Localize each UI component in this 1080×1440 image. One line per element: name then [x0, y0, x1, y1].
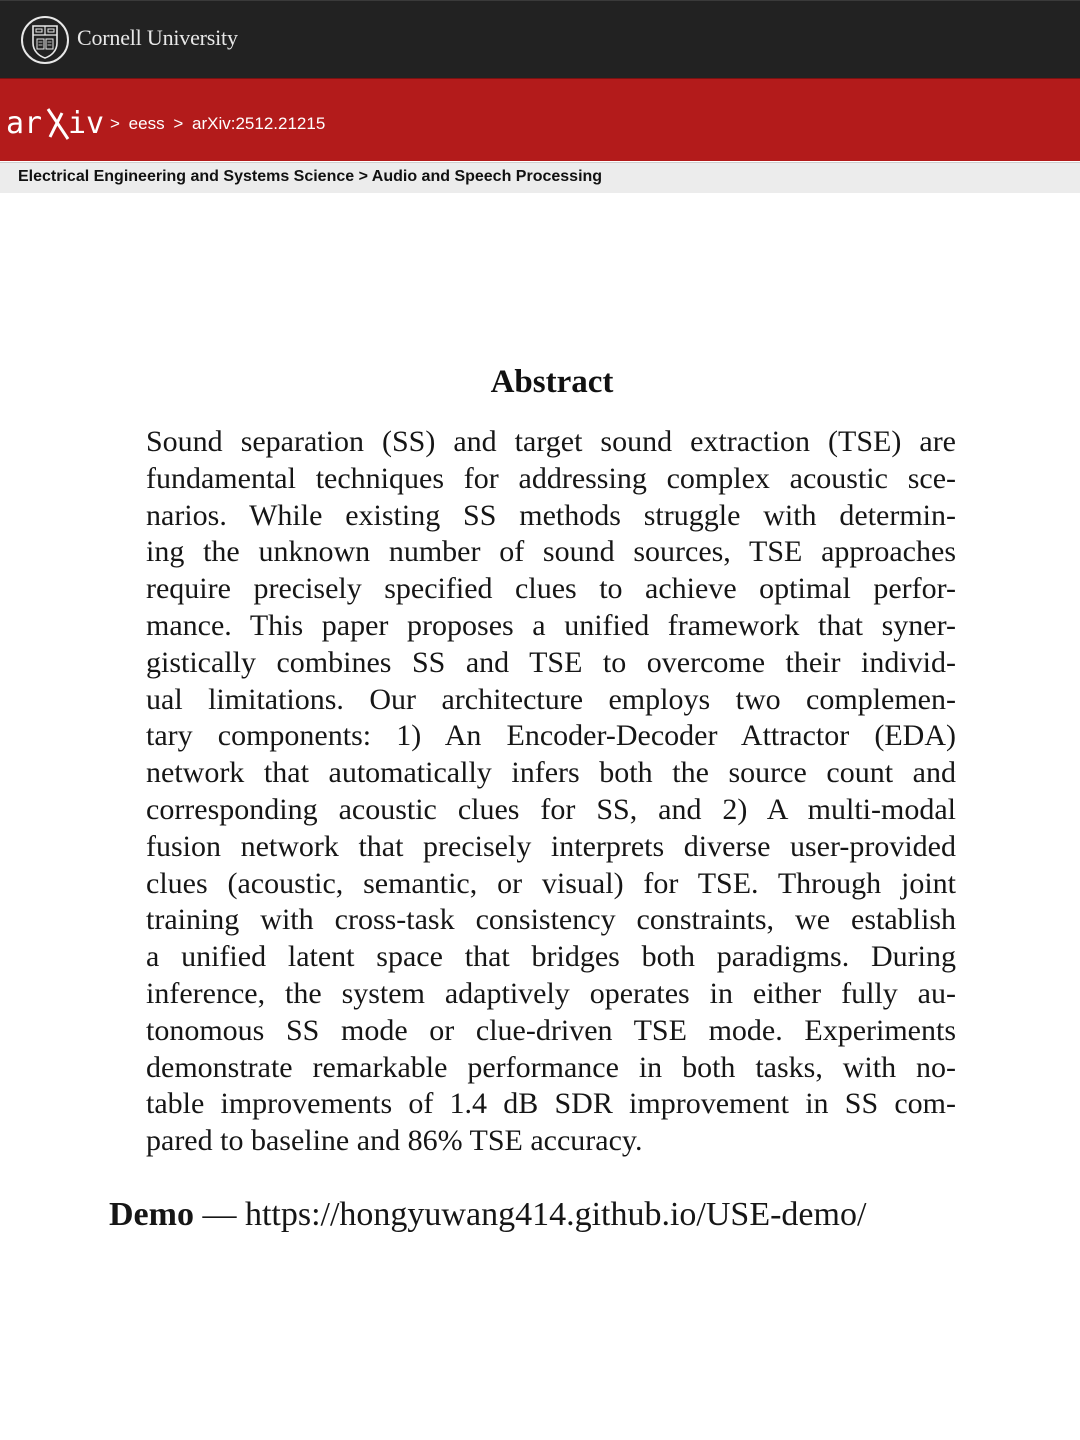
abstract-line: ual limitations. Our architecture employs two complemen-	[146, 682, 956, 716]
breadcrumb	[110, 114, 329, 134]
breadcrumb-separator: >	[173, 114, 184, 133]
abstract-line: inference, the system adaptively operates in either fully au-	[146, 976, 956, 1010]
abstract-line: fundamental techniques for addressing complex acoustic sce-	[146, 461, 956, 495]
svg-text:iv: iv	[68, 106, 105, 141]
abstract-line: tonomous SS mode or clue-driven TSE mode. Experiments	[146, 1013, 956, 1047]
demo-dash: —	[202, 1196, 237, 1233]
abstract-line: mance. This paper proposes a unified framework that syner-	[146, 608, 956, 642]
abstract-line: tary components: 1) An Encoder-Decoder Attractor (EDA)	[146, 719, 956, 753]
abstract-line: training with cross-task consistency constraints, we establish	[146, 903, 956, 937]
abstract-line: a unified latent space that bridges both paradigms. During	[146, 940, 956, 974]
abstract-line: require precisely specified clues to achieve optimal perfor-	[146, 572, 956, 606]
abstract-line: Sound separation (SS) and target sound extraction (TSE) are	[146, 425, 956, 458]
breadcrumb-separator: >	[110, 114, 120, 133]
abstract-line: narios. While existing SS methods struggle with determin-	[146, 498, 956, 532]
demo-line	[109, 1196, 866, 1234]
abstract-line: ing the unknown number of sound sources, TSE approaches	[146, 535, 956, 569]
demo-label: Demo	[109, 1196, 194, 1233]
breadcrumb-paper-id[interactable]: arXiv:2512.21215	[192, 114, 326, 133]
abstract-title: Abstract	[490, 364, 614, 400]
demo-link[interactable]: https://hongyuwang414.github.io/USE-demo/	[244, 1196, 867, 1233]
abstract-line: corresponding acoustic clues for SS, and 2) A multi-modal	[146, 792, 956, 826]
abstract-line: demonstrate remarkable performance in both tasks, with no-	[146, 1050, 956, 1084]
breadcrumb-eess[interactable]: eess	[128, 114, 165, 133]
svg-text:ar: ar	[6, 106, 43, 141]
abstract-line: fusion network that precisely interprets diverse user-provided	[146, 829, 956, 863]
abstract-line: gistically combines SS and TSE to overcome their individ-	[146, 645, 956, 679]
abstract-line: clues (acoustic, semantic, or visual) for TSE. Through joint	[146, 866, 956, 900]
abstract-line: pared to baseline and 86% TSE accuracy.	[146, 1124, 643, 1158]
cornell-seal-icon[interactable]	[20, 15, 70, 65]
subject-heading: Electrical Engineering and Systems Science > Audio and Speech Processing	[18, 168, 603, 185]
arxiv-logo-icon[interactable]	[6, 101, 106, 145]
arxiv-header	[0, 78, 1080, 161]
subject-bar	[0, 162, 1080, 193]
abstract-body	[146, 424, 956, 1160]
abstract-line: table improvements of 1.4 dB SDR improvement in SS com-	[146, 1087, 956, 1121]
abstract-line: network that automatically infers both the source count and	[146, 756, 956, 790]
cornell-header	[0, 0, 1080, 78]
institution-name[interactable]: Cornell University	[77, 25, 238, 50]
